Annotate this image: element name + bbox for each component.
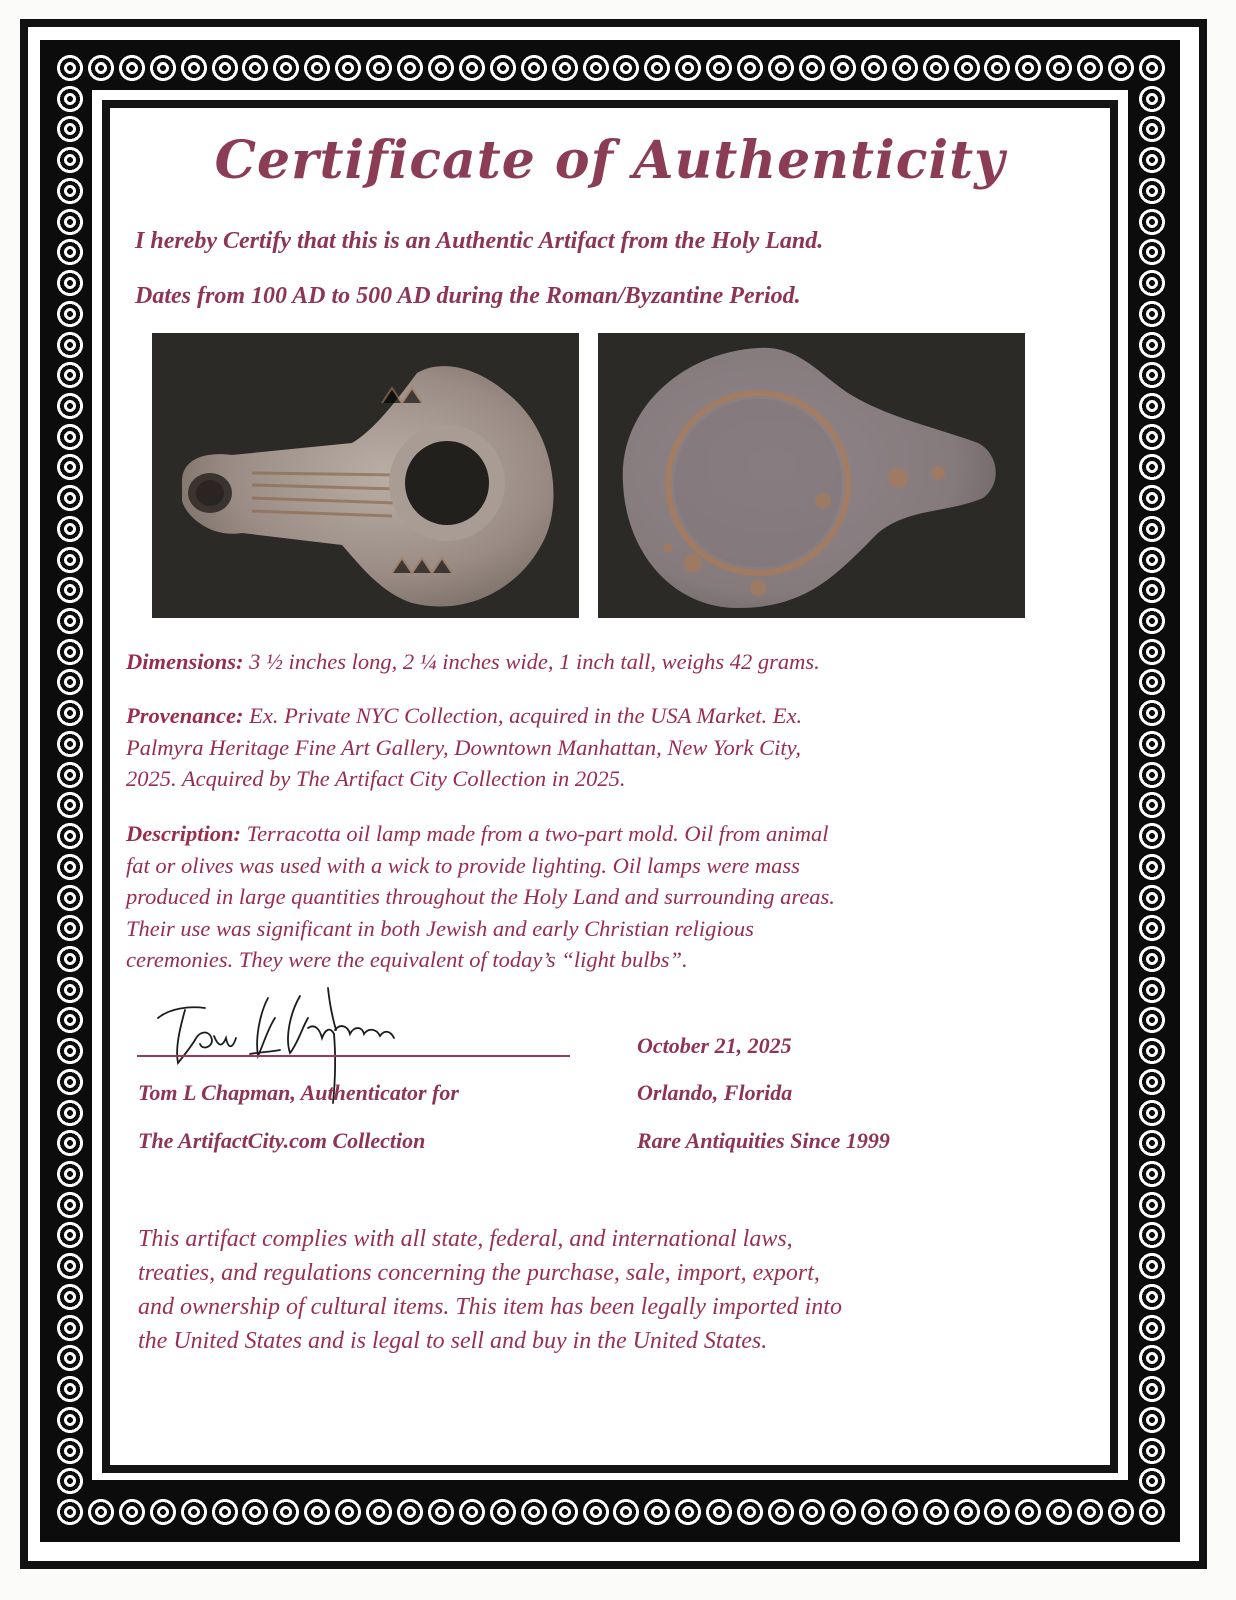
border-circle-ornament [1137,422,1167,452]
border-circle-ornament [55,330,85,360]
border-circle-ornament [55,1374,85,1404]
border-circle-ornament [952,1497,982,1527]
border-circle-ornament [117,53,147,83]
border-circle-ornament [859,1497,889,1527]
border-circle-ornament [1137,1313,1167,1343]
border-circle-ornament [1137,207,1167,237]
border-circle-ornament [179,53,209,83]
border-circle-ornament [55,145,85,175]
border-circle-ornament [55,698,85,728]
provenance-line: Ex. Private NYC Collection, acquired in the USA Market. Ex. [243,703,803,728]
border-circle-ornament [1137,698,1167,728]
border-circle-ornament [55,1067,85,1097]
border-circle-ornament [1137,637,1167,667]
border-circle-ornament [1137,176,1167,206]
border-circle-ornament [488,1497,518,1527]
border-circle-ornament [890,53,920,83]
border-circle-ornament [1137,606,1167,636]
authenticator-organization: The ArtifactCity.com Collection [138,1128,426,1153]
border-circle-ornament [148,1497,178,1527]
border-circle-ornament [550,1497,580,1527]
border-circle-ornament [55,852,85,882]
border-circle-ornament [1137,1251,1167,1281]
border-circle-ornament [1137,1190,1167,1220]
compliance-line: the United States and is legal to sell and buy in the United States. [138,1328,768,1354]
border-circle-ornament [1137,1098,1167,1128]
border-circle-ornament [1137,268,1167,298]
border-circle-ornament [1106,53,1136,83]
border-circle-ornament [364,53,394,83]
certificate-location: Orlando, Florida [637,1080,793,1105]
provenance-section [126,700,1086,795]
border-circle-ornament [55,821,85,851]
oil-lamp-top-view-photo [152,333,579,618]
border-circle-ornament [86,1497,116,1527]
border-circle-ornament [426,1497,456,1527]
description-line: fat or olives was used with a wick to provide lighting. Oil lamps were mass [126,852,800,878]
border-circle-ornament [766,1497,796,1527]
border-circle-ornament [921,1497,951,1527]
border-circle-ornament [395,53,425,83]
oil-lamp-top-icon [152,333,579,618]
border-circle-ornament [1137,330,1167,360]
border-circle-ornament [704,1497,734,1527]
border-circle-ornament [55,1190,85,1220]
certificate-date: October 21, 2025 [637,1033,792,1058]
border-circle-ornament [179,1497,209,1527]
border-circle-ornament [1137,1497,1167,1527]
border-circle-ornament [488,53,518,83]
description-label: Description: [126,821,241,846]
border-circle-ornament [55,422,85,452]
provenance-line: Palmyra Heritage Fine Art Gallery, Downtown Manhattan, New York City, [126,734,801,760]
border-circle-ornament [55,1251,85,1281]
border-circle-ornament [519,53,549,83]
border-circle-ornament [581,53,611,83]
border-circle-ornament [1137,299,1167,329]
border-circle-ornament [1137,821,1167,851]
border-circle-ornament [55,883,85,913]
border-circle-ornament [1137,514,1167,544]
border-circle-ornament [55,1159,85,1189]
border-circle-ornament [1137,391,1167,421]
border-circle-ornament [1137,53,1167,83]
border-circle-ornament [55,1036,85,1066]
border-circle-ornament [550,53,580,83]
border-circle-ornament [55,391,85,421]
border-circle-ornament [828,1497,858,1527]
border-circle-ornament [1137,1282,1167,1312]
border-circle-ornament [55,1405,85,1435]
border-circle-ornament [1075,53,1105,83]
dimensions-label: Dimensions: [126,649,244,674]
provenance-label: Provenance: [126,703,244,728]
border-circle-ornament [55,176,85,206]
border-circle-ornament [55,1282,85,1312]
description-line: Terracotta oil lamp made from a two-part mold. Oil from animal [241,821,829,846]
border-circle-ornament [952,53,982,83]
border-circle-ornament [55,637,85,667]
border-circle-ornament [859,53,889,83]
border-circle-ornament [797,1497,827,1527]
border-circle-ornament [55,514,85,544]
border-circle-ornament [55,545,85,575]
compliance-line: This artifact complies with all state, federal, and international laws, [138,1226,793,1252]
border-circle-ornament [395,1497,425,1527]
border-circle-ornament [797,53,827,83]
compliance-line: and ownership of cultural items. This item has been legally imported into [138,1294,842,1320]
description-section [126,818,1086,976]
oil-lamp-bottom-icon [598,333,1025,618]
border-circle-ornament [1137,729,1167,759]
description-line: ceremonies. They were the equivalent of today’s “light bulbs”. [126,947,688,972]
border-circle-ornament [55,268,85,298]
border-circle-ornament [1137,760,1167,790]
border-circle-ornament [148,53,178,83]
authenticator-name: Tom L Chapman, Authenticator for [138,1080,459,1105]
border-circle-ornament [55,760,85,790]
border-circle-ornament [519,1497,549,1527]
compliance-statement [138,1222,1098,1358]
oil-lamp-bottom-view-photo [598,333,1025,618]
border-circle-ornament [1106,1497,1136,1527]
border-circle-ornament [581,1497,611,1527]
border-circle-ornament [766,53,796,83]
border-circle-ornament [735,1497,765,1527]
border-circle-ornament [1137,483,1167,513]
border-circle-ornament [457,1497,487,1527]
compliance-line: treaties, and regulations concerning the purchase, sale, import, export, [138,1260,820,1286]
border-circle-ornament [55,729,85,759]
border-circle-ornament [1137,1159,1167,1189]
border-circle-ornament [828,53,858,83]
border-circle-ornament [1137,1036,1167,1066]
signature-line [137,1055,570,1057]
border-circle-ornament [55,299,85,329]
dimensions-section [126,646,1086,678]
border-circle-ornament [890,1497,920,1527]
border-circle-ornament [426,53,456,83]
border-circle-ornament [457,53,487,83]
company-tagline: Rare Antiquities Since 1999 [637,1128,890,1153]
border-circle-ornament [735,53,765,83]
border-circle-ornament [704,53,734,83]
border-circle-ornament [1075,1497,1105,1527]
description-line: produced in large quantities throughout the Holy Land and surrounding areas. [126,884,835,909]
border-circle-ornament [55,975,85,1005]
certificate-title: Certificate of Authenticity [214,130,1006,191]
border-circle-ornament [1137,975,1167,1005]
border-circle-ornament [1137,1374,1167,1404]
border-circle-ornament [55,1436,85,1466]
border-circle-ornament [1137,1405,1167,1435]
border-circle-ornament [55,207,85,237]
date-range-statement: Dates from 100 AD to 500 AD during the Roman/Byzantine Period. [135,283,801,309]
border-circle-ornament [1137,145,1167,175]
border-circle-ornament [1137,1067,1167,1097]
border-circle-ornament [55,1313,85,1343]
border-circle-ornament [364,1497,394,1527]
border-circle-ornament [55,1497,85,1527]
border-circle-ornament [55,53,85,83]
dimensions-text: 3 ½ inches long, 2 ¼ inches wide, 1 inch tall, weighs 42 grams. [243,649,820,674]
provenance-line: 2025. Acquired by The Artifact City Collection in 2025. [126,766,626,791]
border-circle-ornament [1137,545,1167,575]
border-circle-ornament [117,1497,147,1527]
border-circle-ornament [1137,852,1167,882]
border-circle-ornament [55,483,85,513]
border-circle-ornament [1137,1436,1167,1466]
certify-statement: I hereby Certify that this is an Authentic Artifact from the Holy Land. [135,228,824,254]
border-circle-ornament [210,1497,240,1527]
border-circle-ornament [921,53,951,83]
border-circle-ornament [1137,883,1167,913]
border-circle-ornament [55,606,85,636]
border-circle-ornament [55,1098,85,1128]
description-line: Their use was significant in both Jewish and early Christian religious [126,915,754,941]
border-circle-ornament [1137,84,1167,114]
border-circle-ornament [55,84,85,114]
border-circle-ornament [1137,944,1167,974]
border-circle-ornament [55,944,85,974]
border-circle-ornament [86,53,116,83]
border-circle-ornament [210,53,240,83]
